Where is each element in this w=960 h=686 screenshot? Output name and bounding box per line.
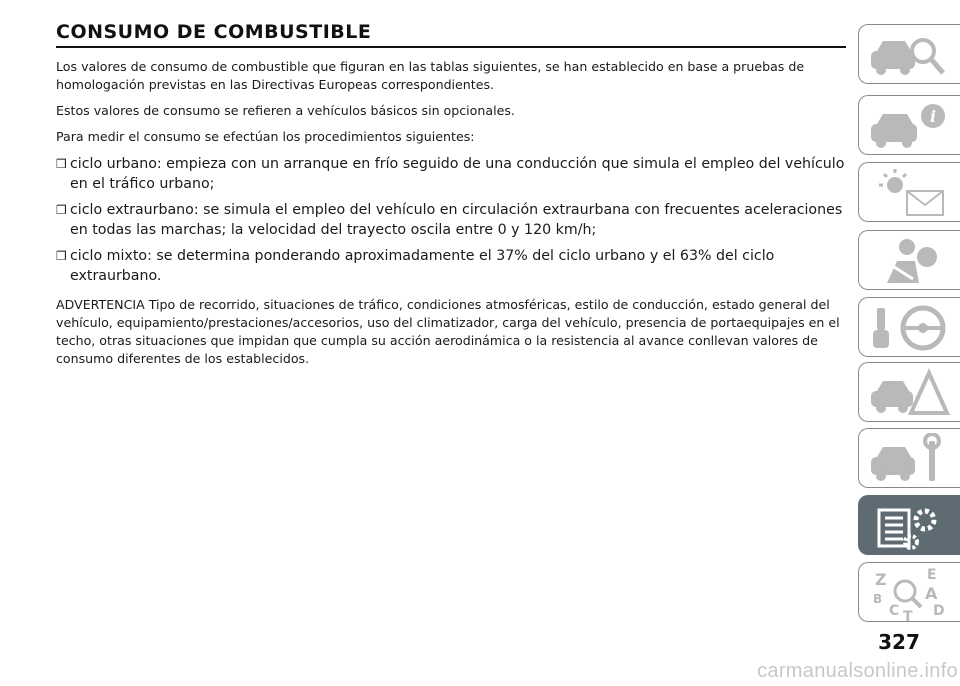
tab-index[interactable]	[858, 562, 960, 622]
index-letter: A	[925, 584, 938, 603]
tab-safety[interactable]	[858, 230, 960, 290]
bullet-mixed-cycle	[56, 246, 846, 286]
main-content	[56, 20, 846, 368]
bullet-urban-cycle	[56, 154, 846, 194]
bullet-text: ciclo mixto: se determina ponderando aproximadamente el 37% del ciclo urbano y el 63% del ciclo extraurbano.	[70, 248, 775, 284]
airbag-safety-icon	[867, 235, 957, 289]
index-letter: E	[927, 567, 937, 583]
car-info-icon	[867, 100, 957, 154]
car-emergency-icon	[867, 367, 957, 421]
technical-data-icon	[867, 500, 957, 554]
bullet-extraurban-cycle	[56, 200, 846, 240]
car-search-icon	[867, 29, 957, 83]
procedures-intro: Para medir el consumo se efectúan los procedimientos siguientes:	[56, 129, 475, 144]
tab-car-search[interactable]	[858, 24, 960, 84]
title-rule	[56, 46, 846, 48]
checkbox-bullet-icon: ❒	[56, 203, 67, 217]
tab-emergency[interactable]	[858, 362, 960, 422]
svg-text:i: i	[929, 107, 937, 126]
warning-light-message-icon	[867, 167, 957, 221]
watermark: carmanualsonline.info	[757, 660, 958, 682]
key-steering-wheel-icon	[867, 302, 957, 356]
tab-warning-lights[interactable]	[858, 162, 960, 222]
warning-paragraph: ADVERTENCIA Tipo de recorrido, situaciones de tráfico, condiciones atmosféricas, estilo de conducción, estado general del vehículo, equipamiento/prestaciones/accesorios, uso del climatizador, carga del vehículo, presencia de portaequipajes en el techo, otras situaciones que impidan que cumpla su acción aerodinámica o la resistencia al avance conllevan valores de consumo diferentes de los establecidos.	[56, 297, 840, 366]
tab-technical-data[interactable]	[858, 495, 960, 555]
index-letter: Z	[875, 570, 887, 589]
checkbox-bullet-icon: ❒	[56, 157, 67, 171]
car-maintenance-icon	[867, 433, 957, 487]
intro-paragraph: Los valores de consumo de combustible que figuran en las tablas siguientes, se han establecido en base a pruebas de homologación previstas en las Directivas Europeas correspondientes.	[56, 59, 805, 92]
page-number: 327	[878, 630, 920, 654]
bullet-text: ciclo extraurbano: se simula el empleo del vehículo en circulación extraurbana con frecuentes aceleraciones en todas las marchas; la velocidad del trayecto oscila entre 0 y 120 km/h;	[70, 202, 843, 238]
bullet-text: ciclo urbano: empieza con un arranque en frío seguido de una conducción que simula el empleo del vehículo en el tráfico urbano;	[70, 156, 845, 192]
index-letter: B	[873, 592, 883, 606]
index-letter: C	[889, 603, 900, 619]
section-title: CONSUMO DE COMBUSTIBLE	[56, 21, 372, 43]
tab-car-info[interactable]	[858, 95, 960, 155]
basic-vehicles-note: Estos valores de consumo se refieren a vehículos básicos sin opcionales.	[56, 103, 515, 118]
index-letter: D	[933, 603, 945, 619]
tab-starting-driving[interactable]	[858, 297, 960, 357]
checkbox-bullet-icon: ❒	[56, 249, 67, 263]
alphabetical-index-icon	[867, 567, 957, 621]
index-letter: T	[903, 609, 913, 621]
tab-maintenance[interactable]	[858, 428, 960, 488]
